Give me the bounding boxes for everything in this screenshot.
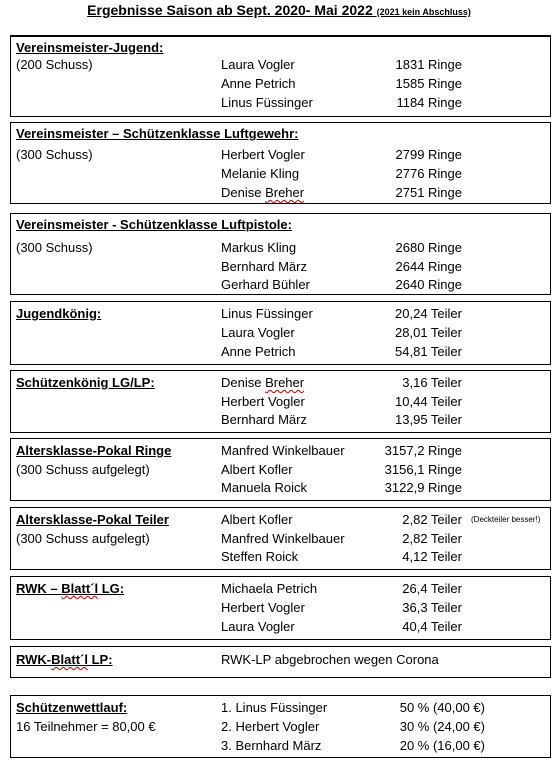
result-name: Linus Füssinger — [221, 95, 313, 110]
section-rwk-lg — [10, 576, 551, 640]
result-name: Denise Breher — [221, 185, 305, 200]
result-value: 10,44 Teiler — [395, 394, 462, 409]
result-value: 2644 Ringe — [395, 259, 462, 274]
section-altersklasse-ringe — [10, 438, 551, 501]
section-subtitle: (300 Schuss) — [16, 147, 93, 162]
section-category: Schützenkönig LG/LP: — [16, 375, 155, 390]
result-name: Laura Vogler — [221, 619, 295, 634]
title-note: (2021 kein Abschluss) — [376, 7, 471, 17]
result-name: Steffen Roick — [221, 549, 299, 564]
section-subtitle: (300 Schuss aufgelegt) — [16, 531, 150, 546]
section-category: Altersklasse-Pokal Ringe — [16, 443, 172, 458]
section-category: RWK-Blatt´l LP: — [16, 652, 113, 667]
result-value: 20 % (16,00 €) — [399, 738, 485, 753]
section-subtitle: (300 Schuss) — [16, 240, 93, 255]
result-name: Manfred Winkelbauer — [221, 443, 345, 458]
result-name: Manuela Roick — [221, 480, 307, 495]
result-name: Anne Petrich — [221, 76, 296, 91]
result-name: 1. Linus Füssinger — [221, 700, 328, 715]
result-name: Herbert Vogler — [221, 147, 305, 162]
section-category: Vereinsmeister - Schützenklasse Luftpistole: — [16, 217, 292, 232]
section-vereinsmeister-luftpistole — [10, 213, 551, 295]
result-value: 1831 Ringe — [395, 57, 462, 72]
result-value: 20,24 Teiler — [395, 306, 462, 321]
result-value: 13,95 Teiler — [395, 412, 462, 427]
result-name: Michaela Petrich — [221, 581, 318, 596]
result-value: 30 % (24,00 €) — [399, 719, 485, 734]
section-category: Vereinsmeister – Schützenklasse Luftgewehr: — [16, 126, 299, 141]
page-title — [0, 2, 558, 18]
result-value: 2799 Ringe — [395, 147, 462, 162]
section-message: RWK-LP abgebrochen wegen Corona — [221, 652, 439, 667]
result-value: 2,82 Teiler — [402, 512, 462, 527]
result-name: Melanie Kling — [221, 166, 300, 181]
result-value: 3,16 Teiler — [402, 375, 462, 390]
result-value: 50 % (40,00 €) — [399, 700, 485, 715]
section-jugendkoenig — [10, 301, 551, 365]
result-name: Laura Vogler — [221, 57, 295, 72]
result-value: 26,4 Teiler — [402, 581, 462, 596]
result-name: Albert Kofler — [221, 462, 293, 477]
result-value: 1184 Ringe — [396, 95, 462, 110]
section-category: Vereinsmeister-Jugend: — [16, 40, 164, 55]
result-value: 3122,9 Ringe — [384, 480, 462, 495]
section-category: Altersklasse-Pokal Teiler — [16, 512, 169, 527]
section-schuetzenkoenig — [10, 370, 551, 433]
result-value: 4,12 Teiler — [402, 549, 462, 564]
section-subtitle: (300 Schuss aufgelegt) — [16, 462, 150, 477]
result-value: 3157,2 Ringe — [384, 443, 462, 458]
result-value: 2680 Ringe — [395, 240, 462, 255]
result-value: 40,4 Teiler — [402, 619, 462, 634]
result-name: Markus Kling — [221, 240, 297, 255]
result-name: Denise Breher — [221, 375, 305, 390]
result-value: 28,01 Teiler — [395, 325, 462, 340]
result-name: Gerhard Bühler — [221, 277, 310, 292]
result-name: 2. Herbert Vogler — [221, 719, 320, 734]
section-rwk-lp — [10, 646, 551, 678]
section-subtitle: (200 Schuss) — [16, 57, 93, 72]
result-name: Albert Kofler — [221, 512, 293, 527]
result-value: 54,81 Teiler — [395, 344, 462, 359]
result-name: Anne Petrich — [221, 344, 296, 359]
section-vereinsmeister-jugend — [10, 35, 551, 117]
result-value: 2776 Ringe — [395, 166, 462, 181]
result-value: 2751 Ringe — [395, 185, 462, 200]
result-name: Laura Vogler — [221, 325, 295, 340]
result-name: Manfred Winkelbauer — [221, 531, 345, 546]
result-name: Herbert Vogler — [221, 394, 305, 409]
section-schuetzenwettlauf — [10, 695, 551, 758]
result-value: 36,3 Teiler — [402, 600, 462, 615]
result-name: 3. Bernhard März — [221, 738, 322, 753]
result-name: Herbert Vogler — [221, 600, 305, 615]
result-value: 2640 Ringe — [395, 277, 462, 292]
section-category: Jugendkönig: — [16, 306, 102, 321]
section-subtitle: 16 Teilnehmer = 80,00 € — [16, 719, 156, 734]
section-vereinsmeister-luftgewehr — [10, 122, 551, 204]
section-category: RWK – Blatt´l LG: — [16, 581, 125, 596]
result-note: (Deckteiler besser!) — [471, 515, 541, 524]
result-value: 3156,1 Ringe — [384, 462, 462, 477]
result-name: Bernhard März — [221, 412, 307, 427]
result-value: 2,82 Teiler — [402, 531, 462, 546]
title-text: Ergebnisse Saison ab Sept. 2020- Mai 2022 — [87, 2, 373, 18]
result-value: 1585 Ringe — [395, 76, 462, 91]
section-altersklasse-teiler — [10, 507, 551, 570]
result-name: Linus Füssinger — [221, 306, 313, 321]
result-name: Bernhard März — [221, 259, 307, 274]
section-category: Schützenwettlauf: — [16, 700, 128, 715]
